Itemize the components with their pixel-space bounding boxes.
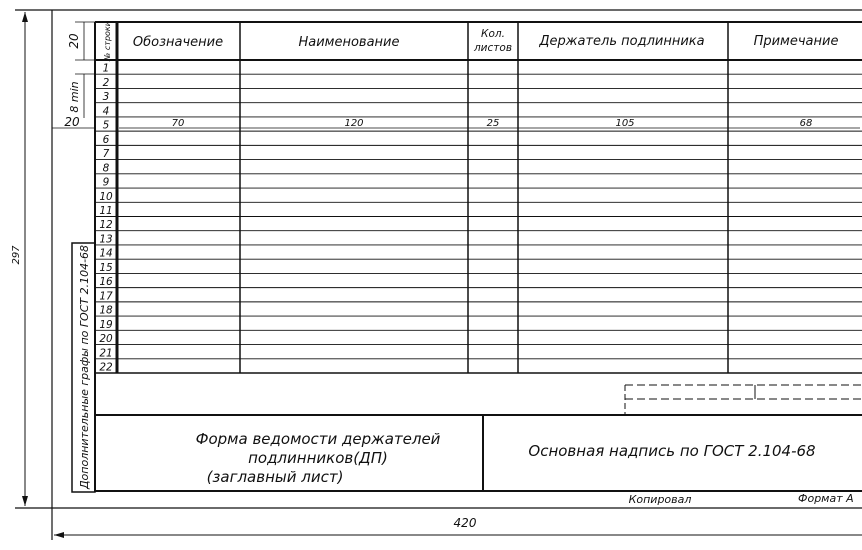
row-number: 14 — [99, 247, 113, 260]
sheet-width-label: 420 — [453, 516, 477, 530]
header-sheets-count-2: листов — [473, 42, 513, 54]
row-number: 21 — [99, 347, 113, 360]
header-height-label: 20 — [67, 33, 81, 49]
dimension-sheet-height — [11, 12, 28, 506]
header-holder: Держатель подлинника — [539, 34, 705, 49]
column-dimensions — [119, 118, 860, 129]
row-number: 9 — [102, 176, 110, 189]
form-title-line1: Форма ведомости держателей — [195, 430, 441, 448]
left-margin-label: 20 — [64, 115, 80, 129]
header-note: Примечание — [753, 34, 839, 49]
row-number: 5 — [102, 119, 110, 132]
col-name-width: 120 — [344, 118, 364, 129]
row-height-label: 8 min — [68, 81, 81, 113]
row-number: 8 — [102, 162, 110, 175]
header-name: Наименование — [298, 35, 400, 50]
col-designation-width: 70 — [171, 118, 185, 129]
row-numbers — [99, 63, 113, 374]
row-number: 3 — [102, 91, 110, 104]
row-number: 6 — [102, 133, 110, 146]
col-holder-width: 105 — [615, 118, 635, 129]
header-row-number: № строки — [103, 21, 112, 61]
row-number: 17 — [99, 290, 113, 303]
holders-table — [95, 22, 862, 492]
row-number: 19 — [99, 318, 113, 331]
footer-format: Формат А — [798, 492, 854, 505]
title-block-text: Основная надпись по ГОСТ 2.104-68 — [528, 442, 816, 460]
table-rows — [95, 74, 862, 373]
row-number: 22 — [99, 361, 113, 374]
row-number: 13 — [99, 233, 113, 246]
col-note-width: 68 — [799, 118, 813, 129]
header-designation: Обозначение — [132, 35, 224, 50]
dashed-box — [625, 385, 862, 415]
row-number: 7 — [102, 148, 110, 161]
dimension-header-height — [67, 22, 95, 60]
dimension-sheet-width — [54, 516, 862, 538]
footer-copied: Копировал — [628, 493, 692, 506]
row-number: 15 — [99, 261, 113, 274]
row-number: 1 — [102, 62, 110, 75]
side-label: Дополнительные графы по ГОСТ 2.104-68 — [78, 244, 91, 490]
row-number: 16 — [99, 276, 113, 289]
dimension-left-margin — [52, 115, 95, 129]
row-number: 18 — [99, 304, 113, 317]
form-title-line3: (заглавный лист) — [206, 468, 344, 486]
row-number: 20 — [99, 333, 113, 346]
form-title-line2: подлинников(ДП) — [248, 449, 388, 467]
col-count-width: 25 — [486, 118, 500, 129]
row-number: 4 — [102, 105, 110, 118]
row-number: 10 — [99, 190, 113, 203]
header-sheets-count-1: Кол. — [481, 28, 505, 40]
sheet-height-label: 297 — [11, 245, 22, 265]
dimension-row-height — [68, 74, 95, 118]
row-number: 2 — [102, 76, 110, 89]
row-number: 11 — [99, 205, 113, 217]
row-number: 12 — [99, 219, 113, 232]
